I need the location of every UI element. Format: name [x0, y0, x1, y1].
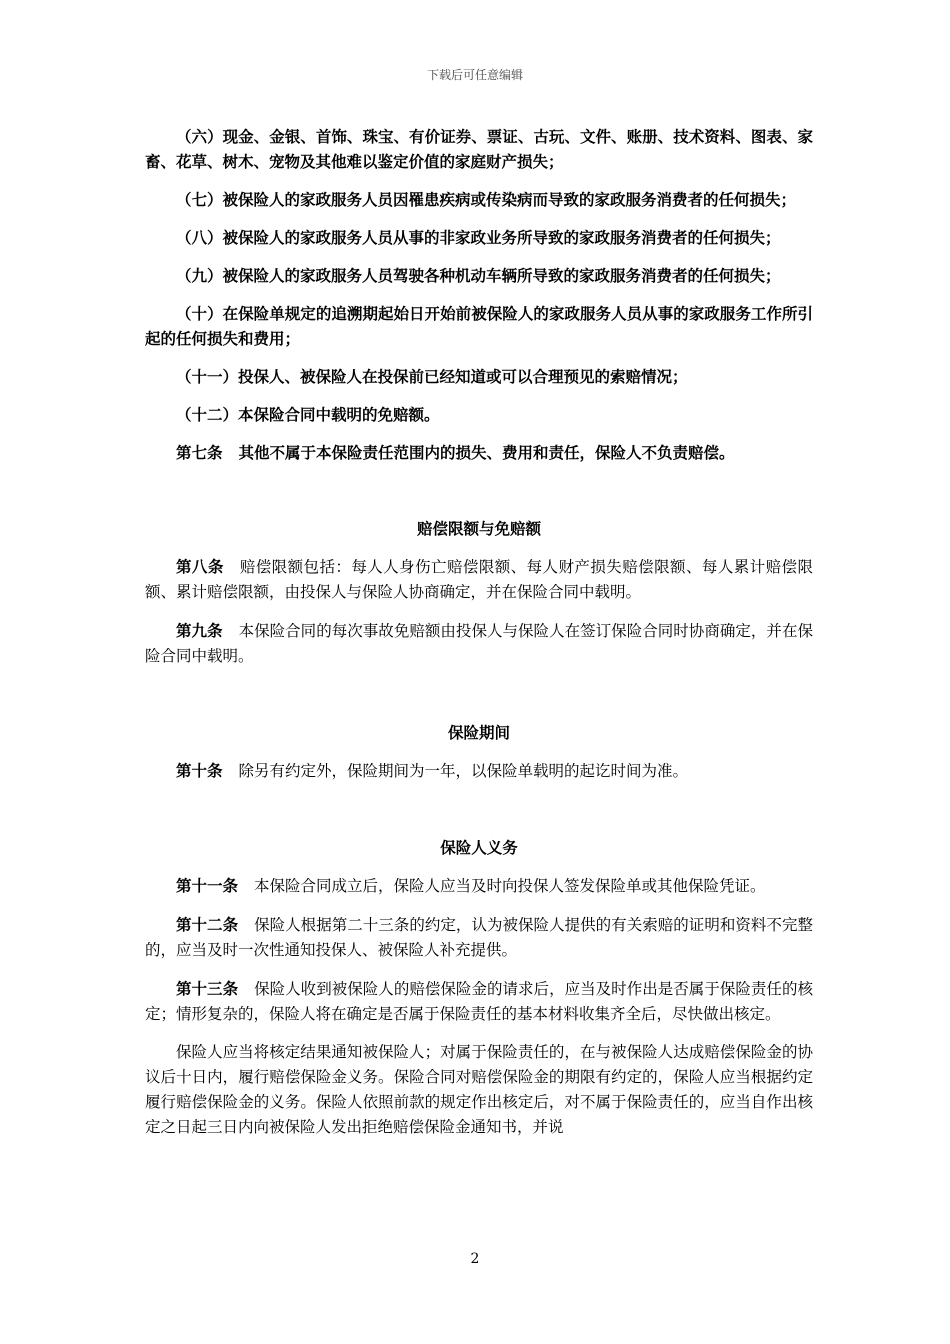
article-7 [145, 440, 813, 465]
article-13-text: 保险人收到被保险人的赔偿保险金的请求后，应当及时作出是否属于保险责任的核定；情形复杂的，保险人将在确定是否属于保险责任的基本材料收集齐全后，尽快做出核定。 [145, 980, 813, 1023]
article-8-label: 第八条 [176, 557, 224, 576]
section-title-duties: 保险人义务 [440, 838, 518, 857]
section-title-limits: 赔偿限额与免赔额 [416, 519, 541, 538]
article-12 [145, 912, 813, 963]
article-12-text: 保险人根据第二十三条的约定，认为被保险人提供的有关索赔的证明和资料不完整的，应当及时一次性通知投保人、被保险人补充提供。 [145, 916, 813, 959]
exclusion-item-10: （十）在保险单规定的追溯期起始日开始前被保险人的家政服务人员从事的家政服务工作所引起的任何损失和费用； [145, 304, 813, 348]
article-9 [145, 618, 813, 669]
article-13-label: 第十三条 [176, 979, 239, 998]
page-number: 2 [470, 1251, 480, 1267]
exclusion-item-11: （十一）投保人、被保险人在投保前已经知道或可以合理预见的索赔情况； [176, 367, 688, 386]
article-7-label: 第七条 [176, 443, 223, 462]
article-10-label: 第十条 [176, 761, 223, 780]
article-9-label: 第九条 [176, 621, 223, 640]
exclusion-item-12: （十二）本保险合同中载明的免赔额。 [176, 405, 440, 424]
article-10 [145, 758, 813, 784]
article-8 [145, 554, 813, 605]
article-13-continuation: 保险人应当将核定结果通知被保险人；对属于保险责任的，在与被保险人达成赔偿保险金的协议后十日内，履行赔偿保险金义务。保险合同对赔偿保险金的期限有约定的，保险人应当根据约定履行赔偿保险金的义务。保险人依照前款的规定作出核定后，对不属于保险责任的，应当自作出核定之日起三日内向被保险人发出拒绝赔偿保险金通知书，并说 [145, 1043, 813, 1136]
article-9-text: 本保险合同的每次事故免赔额由投保人与保险人在签订保险合同时协商确定，并在保险合同中载明。 [145, 622, 813, 665]
article-13 [145, 976, 813, 1027]
exclusion-item-7: （七）被保险人的家政服务人员因罹患疾病或传染病而导致的家政服务消费者的任何损失； [176, 190, 797, 209]
article-11-text: 本保险合同成立后，保险人应当及时向投保人签发保险单或其他保险凭证。 [254, 877, 766, 895]
article-10-text: 除另有约定外，保险期间为一年，以保险单载明的起讫时间为准。 [238, 762, 689, 780]
exclusion-item-6: （六）现金、金银、首饰、珠宝、有价证券、票证、古玩、文件、账册、技术资料、图表、家畜、花草、树木、宠物及其他难以鉴定价值的家庭财产损失； [145, 127, 813, 171]
section-title-period: 保险期间 [447, 723, 510, 742]
page-header: 下载后可任意编辑 [426, 68, 523, 82]
article-7-text: 其他不属于本保险责任范围内的损失、费用和责任，保险人不负责赔偿。 [238, 443, 735, 462]
article-8-text: 赔偿限额包括：每人人身伤亡赔偿限额、每人财产损失赔偿限额、每人累计赔偿限额、累计赔偿限额，由投保人与保险人协商确定，并在保险合同中载明。 [145, 558, 813, 601]
exclusion-item-8: （八）被保险人的家政服务人员从事的非家政业务所导致的家政服务消费者的任何损失； [176, 228, 781, 247]
document-body [145, 124, 813, 1153]
article-12-label: 第十二条 [176, 915, 239, 934]
article-11-label: 第十一条 [176, 876, 239, 895]
exclusion-item-9: （九）被保险人的家政服务人员驾驶各种机动车辆所导致的家政服务消费者的任何损失； [176, 266, 781, 285]
article-11 [145, 873, 813, 899]
